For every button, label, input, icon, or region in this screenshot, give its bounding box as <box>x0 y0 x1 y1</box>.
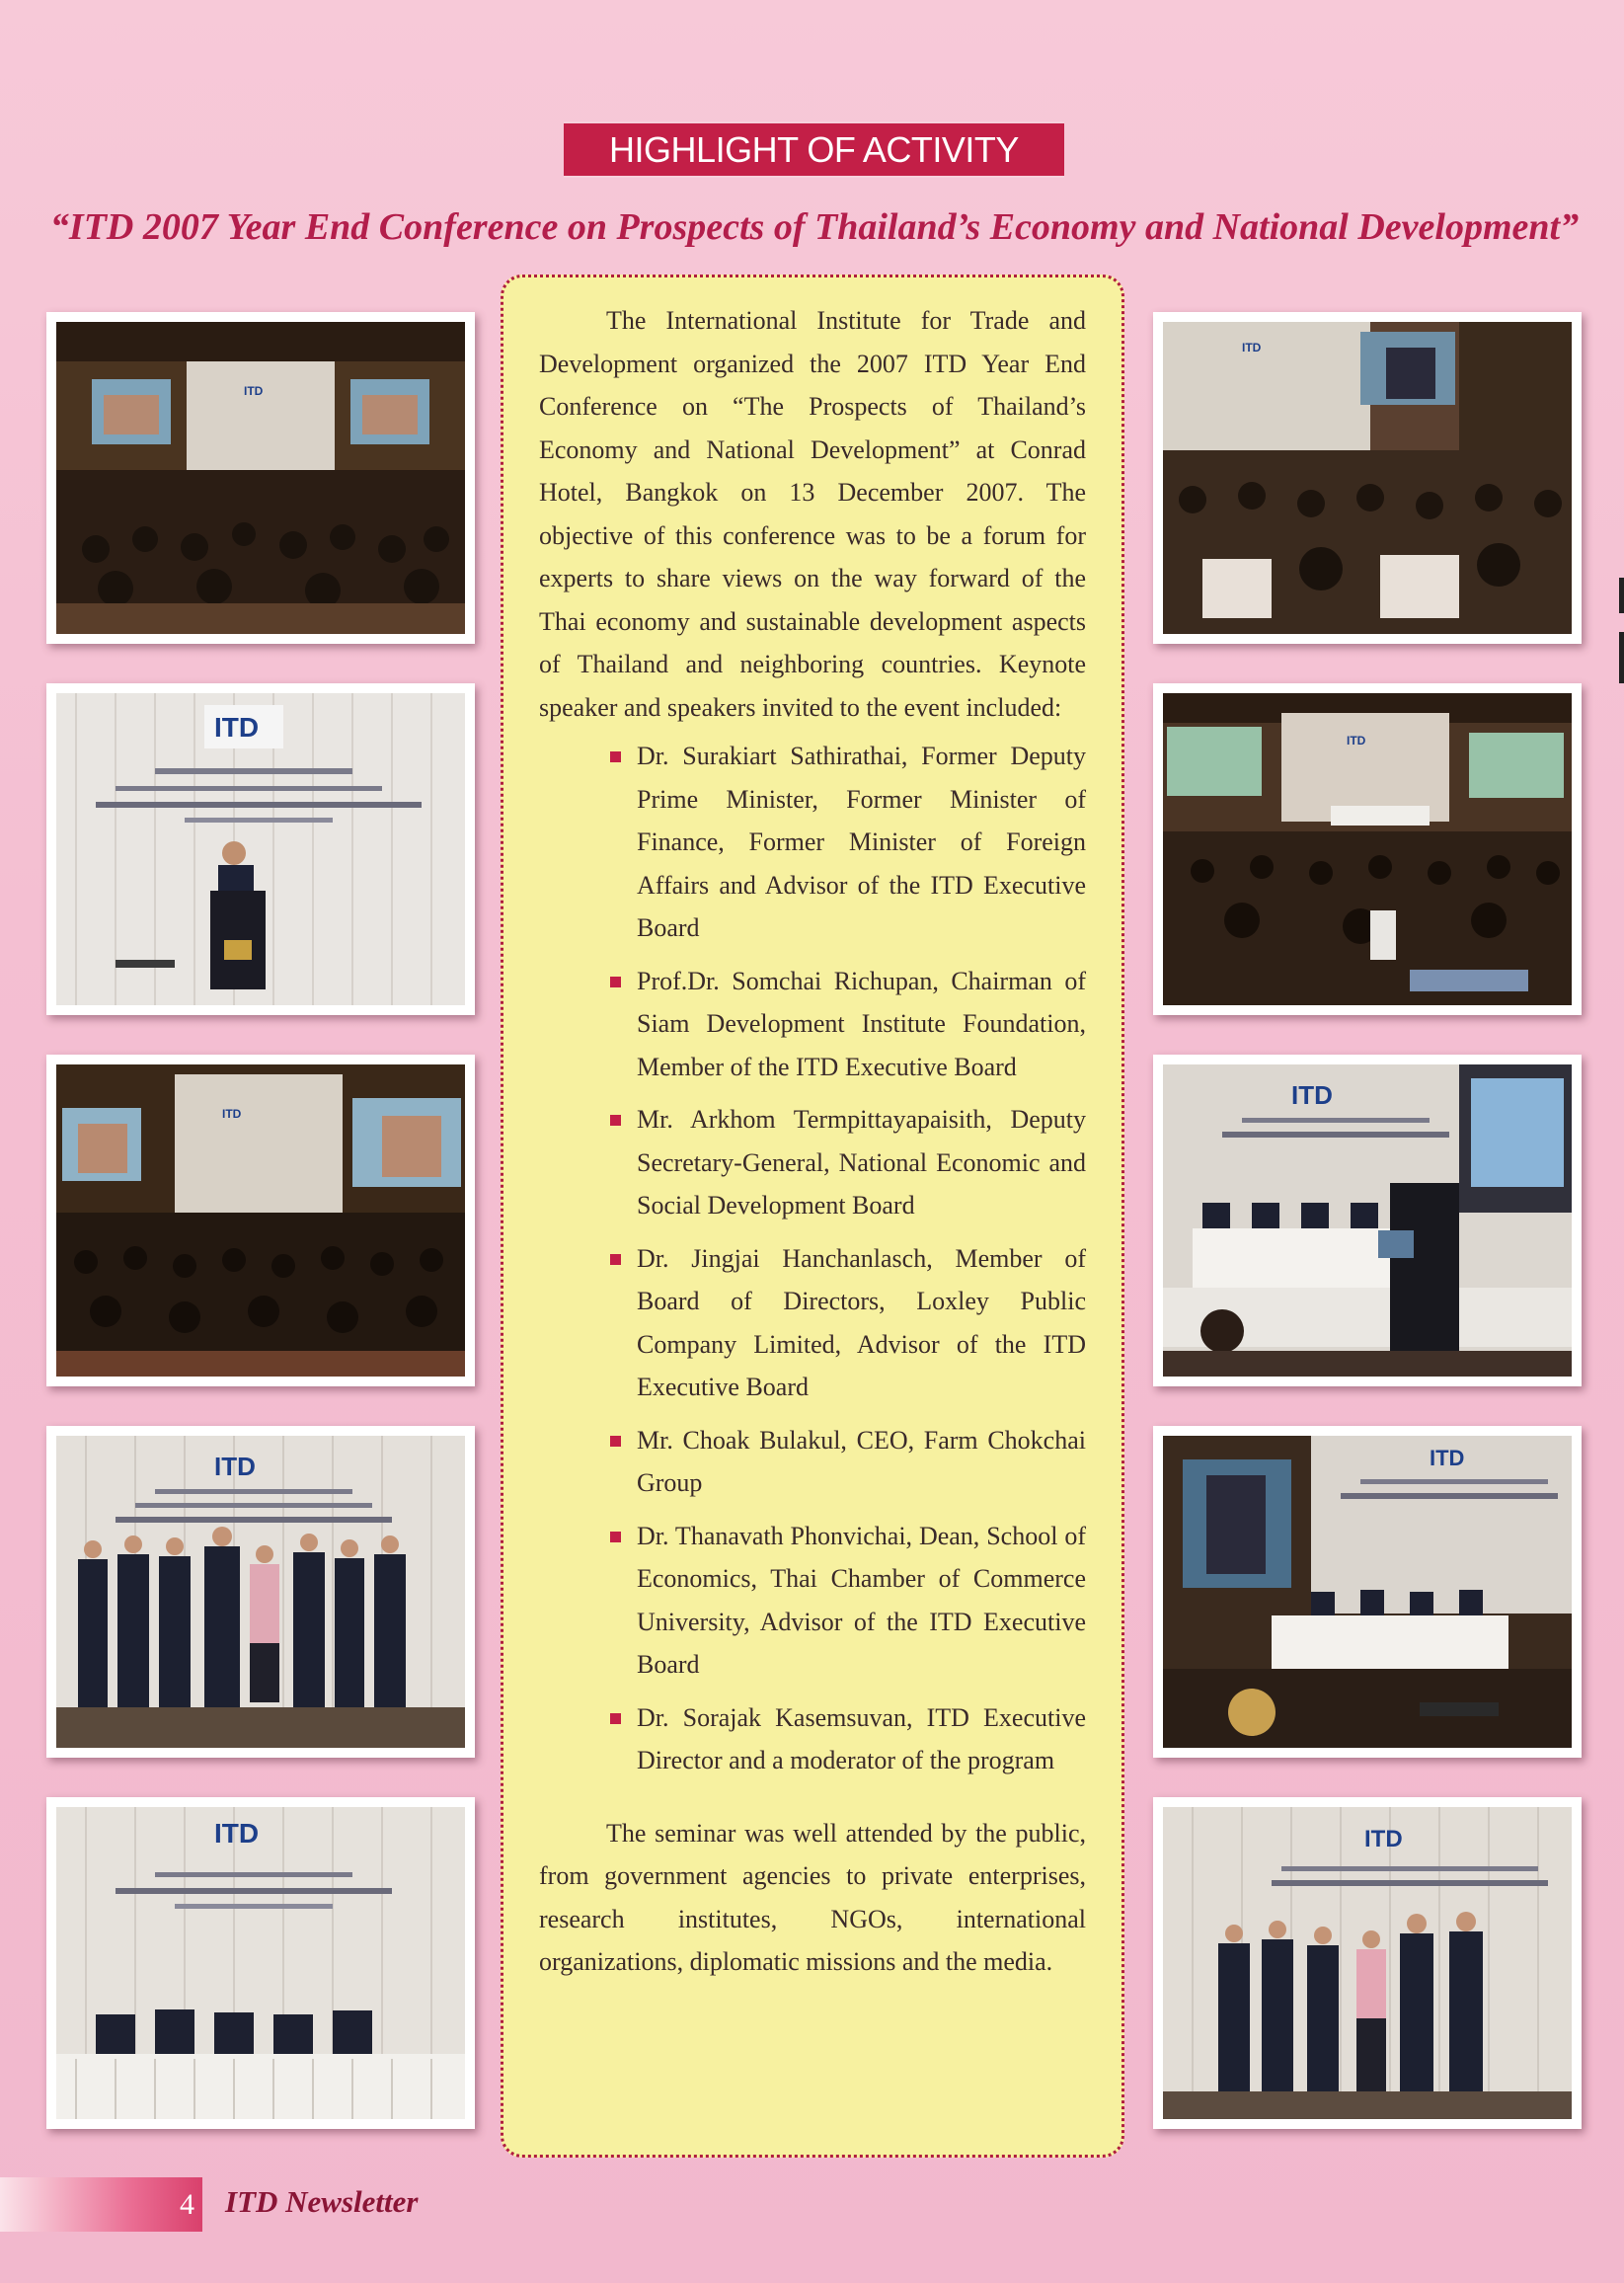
speaker-list <box>539 735 1086 1782</box>
photo-logo: ITD <box>1364 1826 1403 1852</box>
photo-logo: ITD <box>1430 1446 1465 1470</box>
photo-audience-screen <box>1153 312 1582 644</box>
section-banner: HIGHLIGHT OF ACTIVITY <box>564 121 1064 178</box>
list-item: Mr. Arkhom Termpittayapaisith, Deputy Secretary-General, National Economic and Social Development Board <box>539 1098 1086 1227</box>
photo-logo: ITD <box>214 1818 260 1849</box>
list-item: Dr. Sorajak Kasemsuvan, ITD Executive Director and a moderator of the program <box>539 1696 1086 1782</box>
photo-audience-wide <box>1153 683 1582 1015</box>
article-headline: “ITD 2007 Year End Conference on Prospects of Thailand’s Economy and National Development” <box>49 206 1580 248</box>
photo-logo: ITD <box>222 1107 242 1121</box>
edge-mark <box>1619 578 1624 613</box>
bullet-icon <box>610 751 621 762</box>
photo-keynote-speaker <box>46 683 475 1015</box>
list-item: Mr. Choak Bulakul, CEO, Farm Chokchai Group <box>539 1419 1086 1505</box>
article-outro: The seminar was well attended by the public, from government agencies to private enterprises, research institutes, NGOs, international organizations, diplomatic missions and the media. <box>539 1818 1086 1976</box>
photo-logo: ITD <box>244 384 264 398</box>
photo-conference-hall <box>46 1055 475 1386</box>
photo-auditorium-wide <box>46 312 475 644</box>
bullet-icon <box>610 1436 621 1447</box>
photo-group-stage <box>1153 1797 1582 2129</box>
list-item: Dr. Thanavath Phonvichai, Dean, School of Economics, Thai Chamber of Commerce University, Advisor of the ITD Executive Board <box>539 1515 1086 1687</box>
list-item: Dr. Surakiart Sathirathai, Former Deputy Prime Minister, Former Minister of Finance, Former Minister of Foreign Affairs and Advisor of the ITD Executive Board <box>539 735 1086 950</box>
photo-panel-camera <box>1153 1055 1582 1386</box>
bullet-icon <box>610 1713 621 1724</box>
page-number-bar <box>0 2177 202 2232</box>
photo-group-speakers <box>46 1426 475 1758</box>
photo-logo: ITD <box>214 1452 256 1481</box>
photo-panel-table <box>46 1797 475 2129</box>
list-item: Prof.Dr. Somchai Richupan, Chairman of Siam Development Institute Foundation, Member of the ITD Executive Board <box>539 960 1086 1089</box>
bullet-icon <box>610 1532 621 1542</box>
bullet-icon <box>610 1115 621 1126</box>
publication-title: ITD Newsletter <box>225 2184 419 2219</box>
list-item: Dr. Jingjai Hanchanlasch, Member of Board of Directors, Loxley Public Company Limited, Advisor of the ITD Executive Board <box>539 1237 1086 1409</box>
edge-mark <box>1619 632 1624 683</box>
page-number: 4 <box>180 2187 194 2221</box>
photo-logo: ITD <box>1291 1080 1333 1110</box>
bullet-icon <box>610 977 621 987</box>
bullet-icon <box>610 1254 621 1265</box>
photo-logo: ITD <box>1242 341 1262 354</box>
article-intro: The International Institute for Trade and Development organized the 2007 ITD Year End Conference on “The Prospects of Thailand’s Economy and National Development” at Conrad Hotel, Bangkok on 13 December 2007. The objective of this conference was to be a forum for experts to share views on the way forward of the Thai economy and sustainable development aspects of Thailand and neighboring countries. Keynote speaker and speakers invited to the event included: <box>539 306 1086 722</box>
photo-panel-screen <box>1153 1426 1582 1758</box>
photo-logo: ITD <box>214 712 260 743</box>
article-box <box>501 275 1124 2158</box>
photo-logo: ITD <box>1347 734 1366 748</box>
